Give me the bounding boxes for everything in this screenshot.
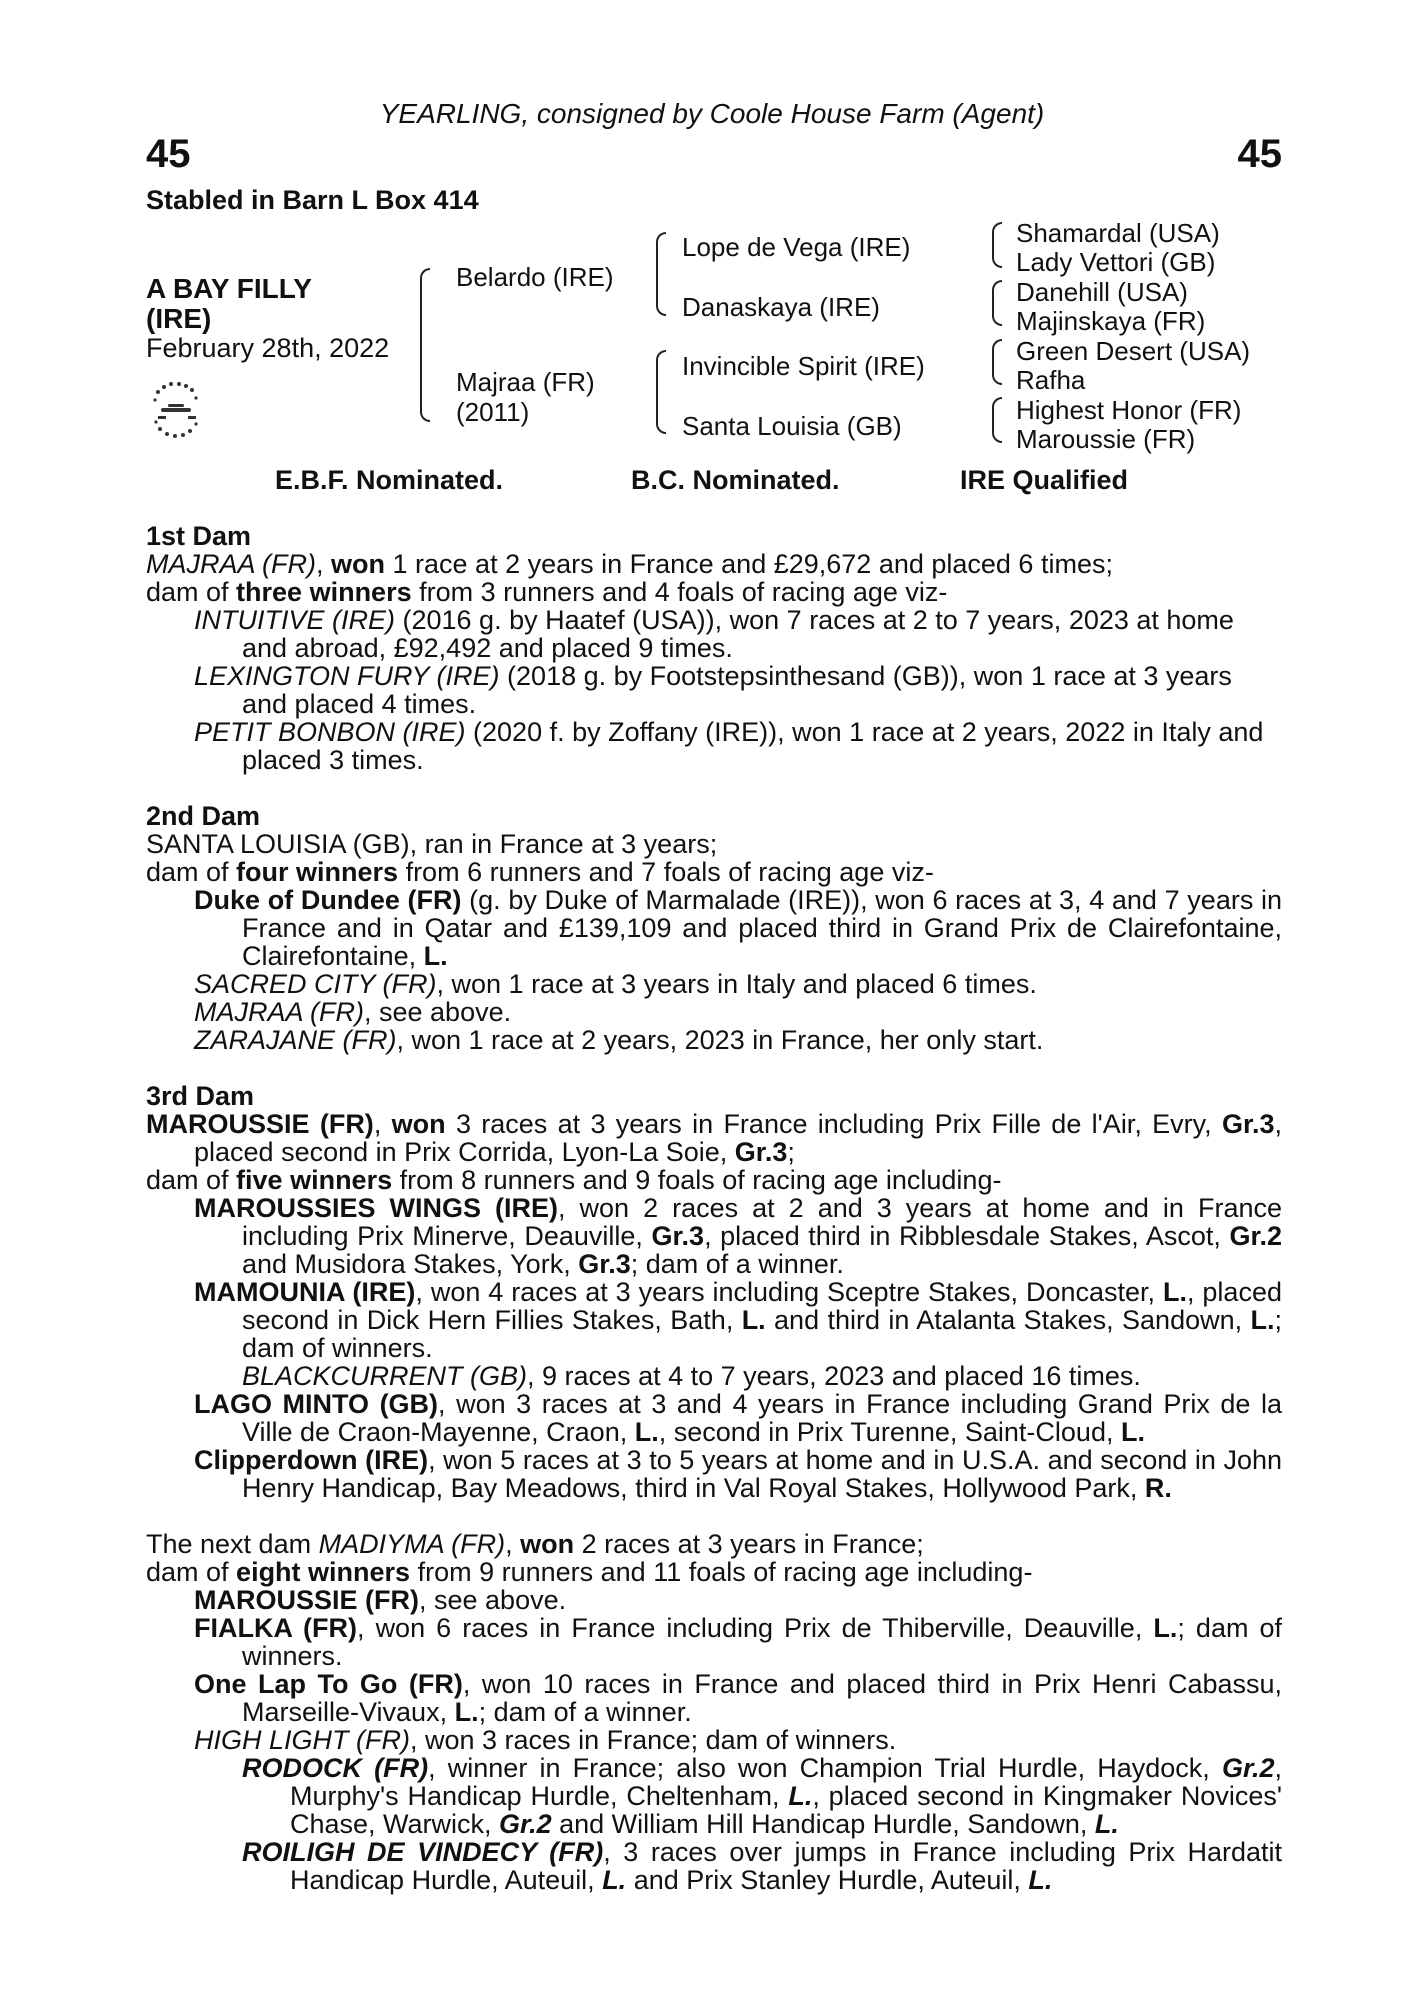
progeny-entry: One Lap To Go (FR), won 10 races in France and placed third in Prix Henri Cabassu, Marseille-Vivaux, L.; dam of a winner.: [194, 1669, 1283, 1727]
second-dam-heading: 2nd Dam: [146, 801, 261, 831]
first-dam-heading: 1st Dam: [146, 521, 252, 551]
progeny-entry: RODOCK (FR), winner in France; also won Champion Trial Hurdle, Haydock, Gr.2, Murphy's Handicap Hurdle, Cheltenham, L., placed second in Kingmaker Novices' Chase, Warwick, Gr.2 and William Hill Handicap Hurdle, Sandown, L.: [242, 1753, 1282, 1839]
pedigree-brace-g3-4: [992, 397, 1002, 443]
stabled-location: Stabled in Barn L Box 414: [146, 185, 479, 215]
pedigree-brace-sire: [656, 232, 666, 316]
stamp-logo: [148, 378, 208, 442]
pedigree-brace-g3-2: [992, 280, 1002, 326]
third-dam-line: MAROUSSIE (FR), won 3 races at 3 years in France including Prix Fille de l'Air, Evry, Gr.3, placed second in Prix Corrida, Lyon-La Soie, Gr.3;: [146, 1109, 1283, 1167]
horse-name: A BAY FILLY: [146, 273, 312, 304]
pedigree-g2-4: Santa Louisia (GB): [682, 411, 902, 441]
progeny-entry: ZARAJANE (FR), won 1 race at 2 years, 2023 in France, her only start.: [194, 1025, 1044, 1055]
pedigree-dam: Majraa (FR): [456, 367, 595, 397]
first-dam-produce-summary: dam of three winners from 3 runners and 4 foals of racing age viz-: [146, 577, 948, 607]
progeny-entry: FIALKA (FR), won 6 races in France including Prix de Thiberville, Deauville, L.; dam of winners.: [194, 1613, 1283, 1671]
pedigree-g3-6: Rafha: [1016, 365, 1086, 395]
pedigree-g3-7: Highest Honor (FR): [1016, 395, 1242, 425]
pedigree-g3-3: Danehill (USA): [1016, 277, 1188, 307]
progeny-entry: MAROUSSIE (FR), see above.: [194, 1585, 567, 1615]
bc-nomination: B.C. Nominated.: [631, 465, 840, 495]
progeny-entry: PETIT BONBON (IRE) (2020 f. by Zoffany (IRE)), won 1 race at 2 years, 2022 in Italy and placed 3 times.: [194, 717, 1264, 775]
third-dam-produce-summary: dam of five winners from 8 runners and 9 foals of racing age including-: [146, 1165, 1002, 1195]
progeny-entry: LAGO MINTO (GB), won 3 races at 3 and 4 years in France including Grand Prix de la Ville de Craon-Mayenne, Craon, L., second in Prix Turenne, Saint-Cloud, L.: [194, 1389, 1282, 1447]
pedigree-brace-gen1: [420, 268, 430, 422]
first-dam-line: MAJRAA (FR), won 1 race at 2 years in France and £29,672 and placed 6 times;: [146, 549, 1113, 579]
pedigree-g2-1: Lope de Vega (IRE): [682, 232, 911, 262]
progeny-entry: Clipperdown (IRE), won 5 races at 3 to 5 years at home and in U.S.A. and second in John Henry Handicap, Bay Meadows, third in Val Royal Stakes, Hollywood Park, R.: [194, 1445, 1282, 1503]
progeny-entry: BLACKCURRENT (GB), 9 races at 4 to 7 years, 2023 and placed 16 times.: [242, 1361, 1141, 1391]
progeny-entry: MAROUSSIES WINGS (IRE), won 2 races at 2 and 3 years at home and in France including Prix Minerve, Deauville, Gr.3, placed third in Ribblesdale Stakes, Ascot, Gr.2 and Musidora Stakes, York, Gr.3; dam of a winner.: [194, 1193, 1282, 1279]
pedigree-g3-1: Shamardal (USA): [1016, 218, 1220, 248]
third-dam-heading: 3rd Dam: [146, 1081, 255, 1111]
pedigree-sire: Belardo (IRE): [456, 262, 614, 292]
horse-country: (IRE): [146, 303, 212, 334]
progeny-entry: SACRED CITY (FR), won 1 race at 3 years in Italy and placed 6 times.: [194, 969, 1037, 999]
progeny-entry: MAMOUNIA (IRE), won 4 races at 3 years including Sceptre Stakes, Doncaster, L., placed second in Dick Hern Fillies Stakes, Bath, L. and third in Atalanta Stakes, Sandown, L.; dam of winners.: [194, 1277, 1282, 1363]
pedigree-g3-8: Maroussie (FR): [1016, 424, 1196, 454]
progeny-entry: INTUITIVE (IRE) (2016 g. by Haatef (USA)), won 7 races at 2 to 7 years, 2023 at home and abroad, £92,492 and placed 9 times.: [194, 605, 1234, 663]
second-dam-produce-summary: dam of four winners from 6 runners and 7 foals of racing age viz-: [146, 857, 934, 887]
pedigree-brace-dam: [656, 350, 666, 434]
progeny-entry: Duke of Dundee (FR) (g. by Duke of Marmalade (IRE)), won 6 races at 3, 4 and 7 years in France and in Qatar and £139,109 and placed third in Grand Prix de Clairefontaine, Clairefontaine, L.: [194, 885, 1283, 971]
progeny-entry: HIGH LIGHT (FR), won 3 races in France; dam of winners.: [194, 1725, 897, 1755]
lot-number-right: 45: [1237, 132, 1282, 176]
pedigree-brace-g3-1: [992, 222, 1002, 268]
pedigree-g2-2: Danaskaya (IRE): [682, 292, 880, 322]
ebf-nomination: E.B.F. Nominated.: [275, 465, 504, 495]
produce-record: [146, 522, 1282, 1894]
next-dam-line: The next dam MADIYMA (FR), won 2 races at 3 years in France;: [146, 1529, 924, 1559]
progeny-entry: ROILIGH DE VINDECY (FR), 3 races over jumps in France including Prix Hardatit Handicap Hurdle, Auteuil, L. and Prix Stanley Hurdle, Auteuil, L.: [242, 1837, 1282, 1895]
ire-qualified: IRE Qualified: [960, 465, 1129, 495]
foaling-date: February 28th, 2022: [146, 333, 390, 363]
progeny-entry: MAJRAA (FR), see above.: [194, 997, 512, 1027]
progeny-entry: LEXINGTON FURY (IRE) (2018 g. by Footstepsinthesand (GB)), won 1 race at 3 years and placed 4 times.: [194, 661, 1232, 719]
pedigree-g2-3: Invincible Spirit (IRE): [682, 351, 925, 381]
pedigree-dam-year: (2011): [456, 397, 530, 427]
lot-number-left: 45: [146, 132, 191, 176]
consignment-header: YEARLING, consigned by Coole House Farm (Agent): [379, 98, 1045, 129]
next-dam-produce-summary: dam of eight winners from 9 runners and 11 foals of racing age including-: [146, 1557, 1033, 1587]
second-dam-line: SANTA LOUISIA (GB), ran in France at 3 years;: [146, 829, 718, 859]
pedigree-g3-4: Majinskaya (FR): [1016, 306, 1206, 336]
pedigree-g3-2: Lady Vettori (GB): [1016, 247, 1216, 277]
pedigree-g3-5: Green Desert (USA): [1016, 336, 1251, 366]
pedigree-brace-g3-3: [992, 339, 1002, 385]
